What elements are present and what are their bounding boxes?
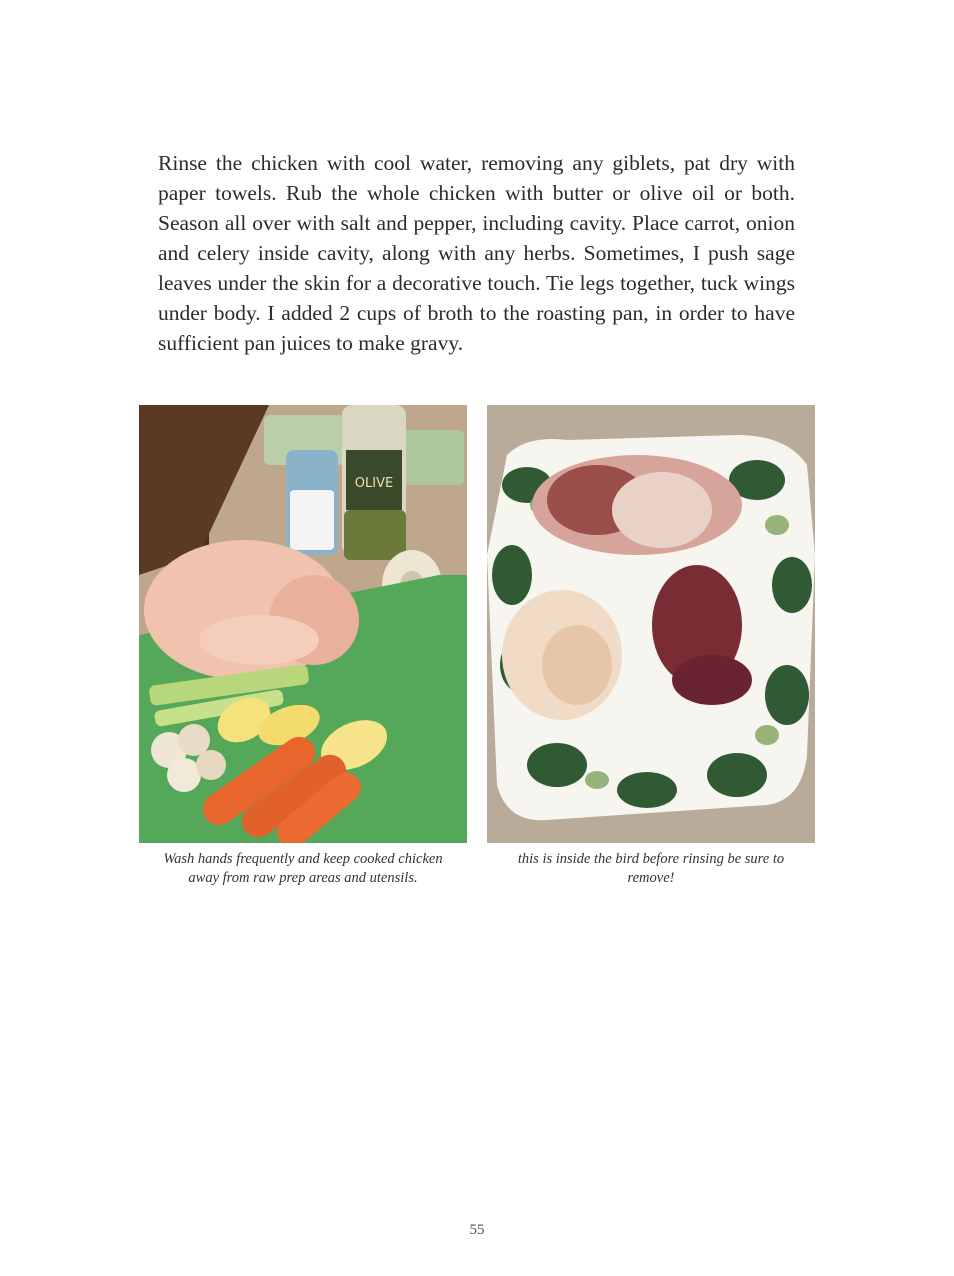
figure-caption-right: this is inside the bird before rinsing be sure to remove! [517, 851, 785, 886]
body-paragraph: Rinse the chicken with cool water, removing any giblets, pat dry with paper towels. Rub the whole chicken with butter or olive oil or both. Season all over with salt and pepper, including cavity. Place carrot, onion and celery inside cavity, along with any herbs. Sometimes, I push sage leaves under the skin for a decorative touch. Tie legs together, tuck wings under body. I added 2 cups of broth to the roasting pan, in order to have sufficient pan juices to make gravy. [158, 151, 795, 355]
figure-caption-left: Wash hands frequently and keep cooked chicken away from raw prep areas and utensils. [163, 851, 443, 886]
photo-giblets-plate [487, 405, 815, 843]
page-number: 55 [469, 1222, 485, 1238]
olive-label-text: OLIVE [354, 476, 394, 491]
photo-raw-chicken-prep [139, 405, 467, 843]
